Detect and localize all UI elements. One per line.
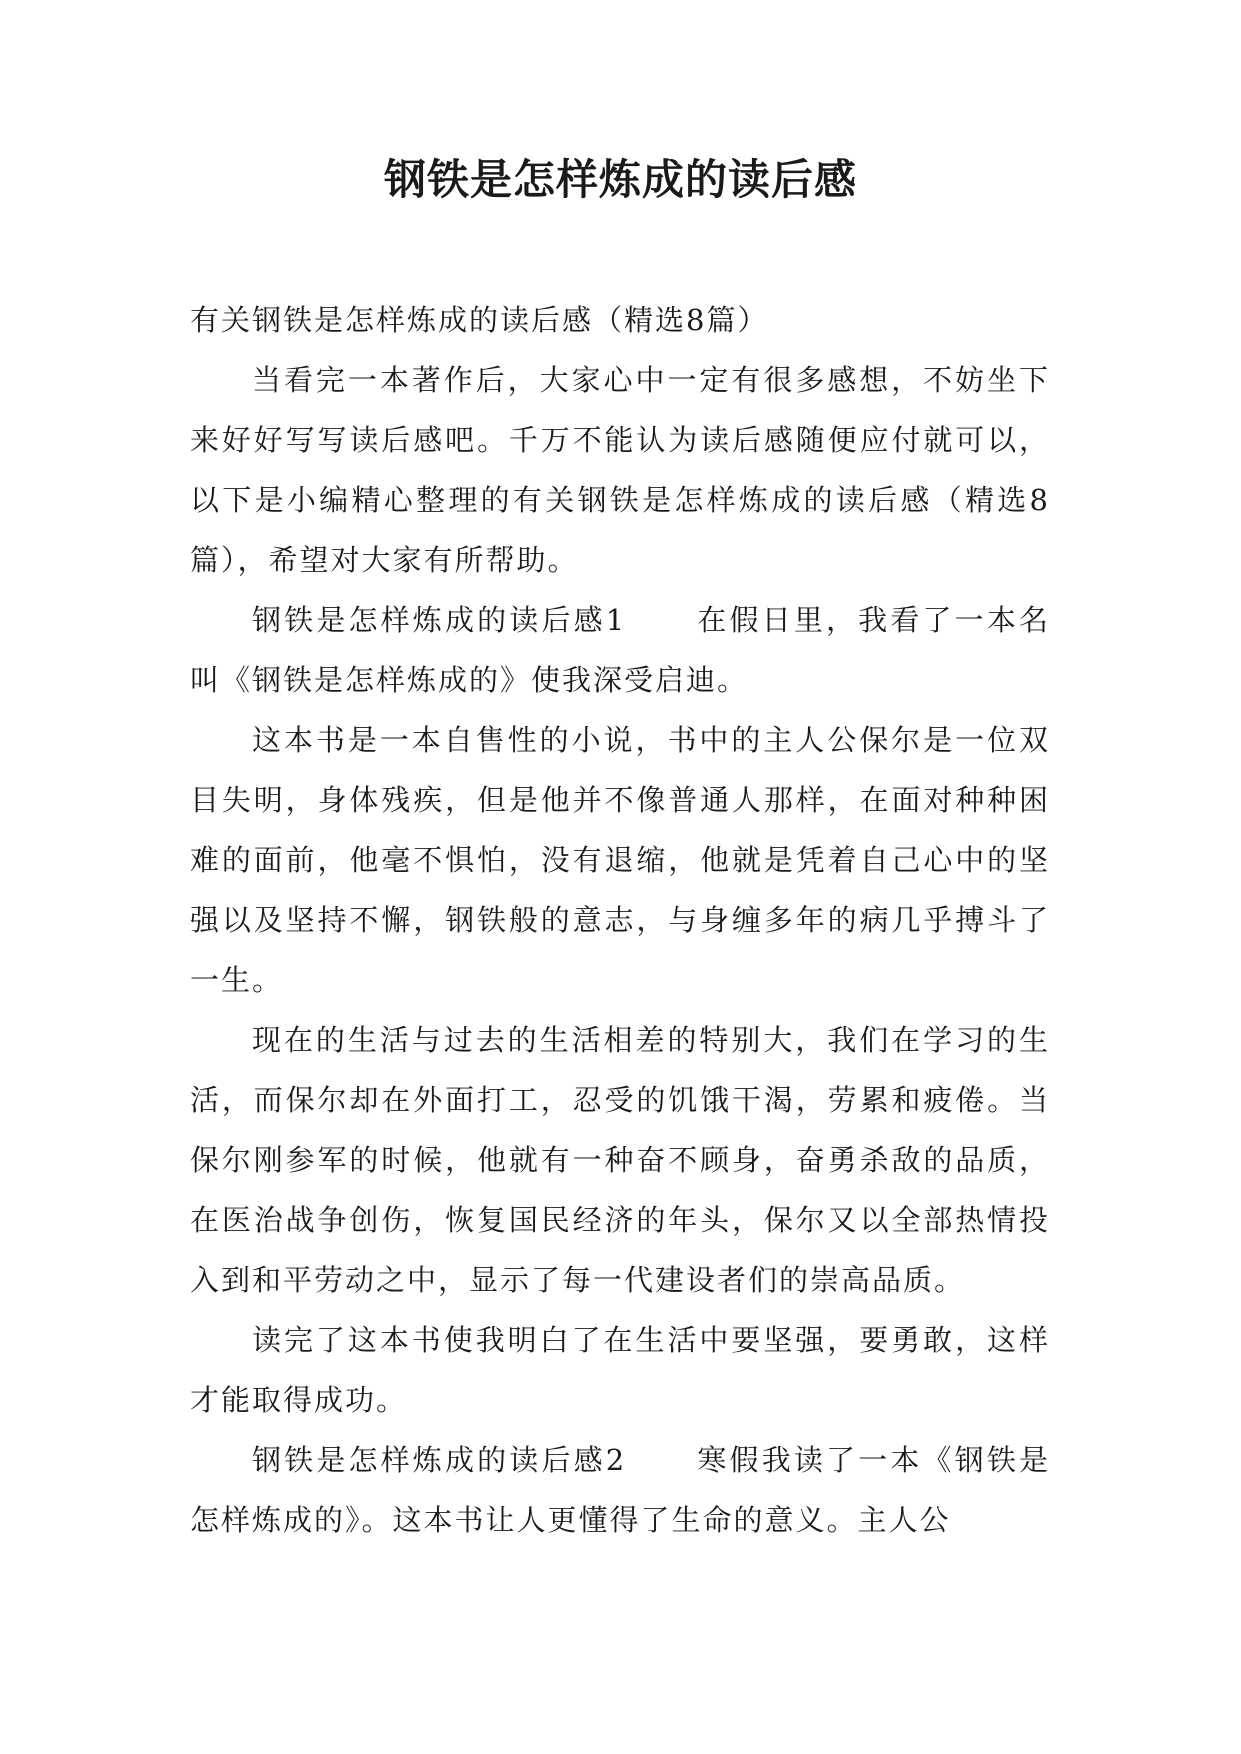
essay-1-lead: 在假日里，我看了一本名叫《钢铁是怎样炼成的》使我深受启迪。 [190,603,1050,697]
essay-1-paragraph: 这本书是一本自售性的小说，书中的主人公保尔是一位双目失明，身体残疾，但是他并不像普通人那样，在面对种种困难的面前，他毫不惧怕，没有退缩，他就是凭着自己心中的坚强以及坚持不懈，钢铁般的意志，与身缠多年的病几乎搏斗了一生。 [190,723,1050,997]
essay-2-opening [190,1430,1050,1550]
essay-1-paragraph: 现在的生活与过去的生活相差的特别大，我们在学习的生活，而保尔却在外面打工，忍受的饥饿干渴，劳累和疲倦。当保尔刚参军的时候，他就有一种奋不顾身，奋勇杀敌的品质，在医治战争创伤，恢复国民经济的年头，保尔又以全部热情投入到和平劳动之中，显示了每一代建设者们的崇高品质。 [190,1023,1050,1297]
essay-2-lead: 寒假我读了一本《钢铁是怎样炼成的》。这本书让人更懂得了生命的意义。主人公 [190,1443,1050,1537]
document-title: 钢铁是怎样炼成的读后感 [383,155,857,204]
document-body [190,290,1050,1550]
essay-1-paragraph: 读完了这本书使我明白了在生活中要坚强，要勇敢，这样才能取得成功。 [190,1323,1050,1417]
essay-2-heading: 钢铁是怎样炼成的读后感2 [252,1443,627,1477]
document-subtitle: 有关钢铁是怎样炼成的读后感（精选8篇） [190,303,769,337]
intro-paragraph: 当看完一本著作后，大家心中一定有很多感想，不妨坐下来好好写写读后感吧。千万不能认为读后感随便应付就可以，以下是小编精心整理的有关钢铁是怎样炼成的读后感（精选8篇），希望对大家有所帮助。 [190,363,1050,577]
essay-1-opening [190,590,1050,710]
essay-1-heading: 钢铁是怎样炼成的读后感1 [252,603,627,637]
